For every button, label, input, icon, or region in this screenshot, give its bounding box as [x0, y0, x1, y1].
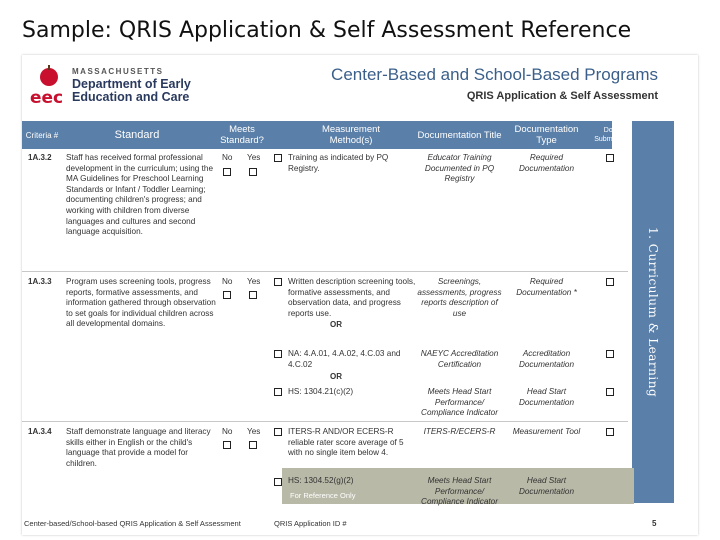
col-standard: Standard: [114, 128, 160, 141]
row1-doc-type: Required Documentation: [518, 153, 575, 173]
row2-submitted3-checkbox[interactable]: [606, 388, 614, 396]
row2-yes-label: Yes: [247, 277, 261, 286]
row2-submitted2-checkbox[interactable]: [606, 350, 614, 358]
row2-doc-title2: NAEYC Accreditation Certification: [420, 349, 499, 369]
reference-only-note: For Reference Only: [290, 491, 356, 500]
row2-yes-checkbox[interactable]: [249, 291, 257, 299]
footer-form-name: Center-based/School-based QRIS Application & Self Assessment: [24, 519, 241, 528]
row3-method: ITERS-R AND/OR ECERS-R reliable rater score average of 5 with no single item below 4.: [288, 427, 404, 458]
org-state: MASSACHUSETTS: [72, 67, 164, 76]
col-doc-type: Documentation Type: [514, 124, 579, 146]
col-criteria: Criteria #: [25, 130, 59, 140]
row3-no-label: No: [222, 427, 233, 436]
row2-doc-type: Required Documentation *: [516, 277, 577, 297]
row3-yes-checkbox[interactable]: [249, 441, 257, 449]
row2-doc-title: Screenings, assessments, progress reports description of use: [417, 277, 502, 318]
row3-yes-label: Yes: [247, 427, 261, 436]
program-title: Center-Based and School-Based Programs: [331, 65, 658, 84]
row2-criteria: 1A.3.3: [28, 277, 52, 286]
row-divider: [22, 421, 628, 422]
row3-doc-title2: Meets Head Start Performance/ Compliance Indicator: [421, 476, 498, 507]
row2-no-label: No: [222, 277, 233, 286]
row1-no-label: No: [222, 153, 233, 162]
slide-title: Sample: QRIS Application & Self Assessment Reference: [22, 18, 632, 43]
row1-submitted-checkbox[interactable]: [606, 154, 614, 162]
row3-submitted-checkbox[interactable]: [606, 428, 614, 436]
logo-text: eec: [30, 88, 64, 108]
row2-method-checkbox[interactable]: [274, 278, 282, 286]
row2-standard: Program uses screening tools, progress reports, formative assessments, and information gathered through observation to set goals for individual children across all developmental domains.: [66, 277, 216, 329]
row1-method-checkbox[interactable]: [274, 154, 282, 162]
section-tab: [632, 121, 674, 503]
row3-method-checkbox[interactable]: [274, 428, 282, 436]
row3-criteria: 1A.3.4: [28, 427, 52, 436]
row3-method2-checkbox[interactable]: [274, 478, 282, 486]
row3-method2: HS: 1304.52(g)(2): [288, 476, 354, 485]
row1-criteria: 1A.3.2: [28, 153, 52, 162]
row2-or-2: OR: [330, 372, 342, 381]
row2-or-1: OR: [330, 320, 342, 329]
row2-submitted-checkbox[interactable]: [606, 278, 614, 286]
row1-yes-label: Yes: [247, 153, 261, 162]
row3-standard: Staff demonstrate language and literacy skills either in English or the child's language that provide a model for children.: [66, 427, 211, 468]
form-subtitle: QRIS Application & Self Assessment: [466, 90, 658, 102]
row1-yes-checkbox[interactable]: [249, 168, 257, 176]
row1-method: Training as indicated by PQ Registry.: [288, 153, 389, 173]
row2-doc-type3: Head Start Documentation: [518, 387, 575, 407]
row3-doc-type: Measurement Tool: [512, 427, 581, 436]
footer-application-id: QRIS Application ID #: [274, 519, 347, 528]
col-measurement: Measurement Method(s): [321, 124, 381, 146]
page-number: 5: [652, 519, 657, 528]
org-name: Department of Early Education and Care: [72, 77, 191, 104]
row1-standard: Staff has received formal professional development in the curriculum; using the MA Guidelines for Preschool Learning Standards or Infant / Toddler Learning; documenting children's progress; and working with children from diverse languages and cultures and second language acquisition.: [66, 153, 213, 237]
row3-no-checkbox[interactable]: [223, 441, 231, 449]
row2-no-checkbox[interactable]: [223, 291, 231, 299]
col-submitted: Doc Submitted: [594, 127, 626, 143]
row1-doc-title: Educator Training Documented in PQ Registry: [424, 153, 495, 184]
col-doc-title: Documentation Title: [417, 129, 502, 141]
row2-doc-title3: Meets Head Start Performance/ Compliance Indicator: [421, 387, 498, 418]
document-page: [22, 55, 698, 535]
col-meets: Meets Standard?: [220, 124, 264, 146]
row3-doc-type2: Head Start Documentation: [518, 476, 575, 496]
row2-method: Written description screening tools, formative assessments, and observation data, and progress reports use.: [288, 277, 416, 318]
row2-method2: NA: 4.A.01, 4.A.02, 4.C.03 and 4.C.02: [288, 349, 401, 369]
row2-method3-checkbox[interactable]: [274, 388, 282, 396]
row2-method2-checkbox[interactable]: [274, 350, 282, 358]
row1-no-checkbox[interactable]: [223, 168, 231, 176]
row-divider: [22, 271, 628, 272]
row3-doc-title: ITERS-R/ECERS-R: [423, 427, 496, 436]
section-tab-label: 1. Curriculum & Learning: [646, 226, 660, 398]
row2-method3: HS: 1304.21(c)(2): [288, 387, 354, 396]
row2-doc-type2: Accreditation Documentation: [518, 349, 575, 369]
eec-logo: [26, 63, 72, 109]
